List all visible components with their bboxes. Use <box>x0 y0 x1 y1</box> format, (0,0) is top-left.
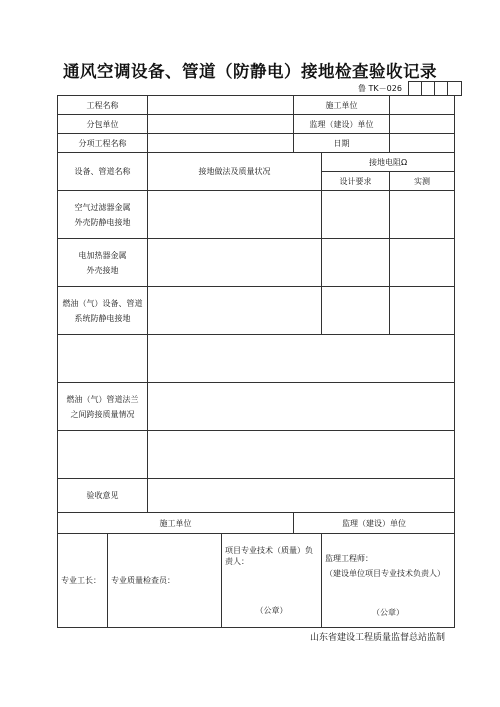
project-name-label: 工程名称 <box>58 96 148 115</box>
form-number-box[interactable] <box>448 82 461 95</box>
method-column-header: 接地做法及质量状况 <box>148 153 322 191</box>
date-label: 日期 <box>294 134 390 153</box>
inspector-signature-cell[interactable] <box>108 534 222 628</box>
form-number-boxes <box>408 81 462 96</box>
construction-seal-label: （公章） <box>255 606 288 615</box>
engineer-signature-cell[interactable] <box>322 534 455 628</box>
project-name-row <box>58 96 455 115</box>
item-method-field[interactable] <box>148 287 322 335</box>
form-number-box[interactable] <box>422 82 435 95</box>
tech-leader-label: 项目专业技术（质量）负责人： <box>225 546 313 566</box>
signature-construction-unit: 施工单位 <box>58 513 294 534</box>
item-name-cell <box>58 191 148 239</box>
form-code-area <box>358 81 462 95</box>
item-content-field[interactable] <box>148 383 455 431</box>
form-code: 鲁 TK－026 <box>358 83 402 93</box>
construction-unit-label: 施工单位 <box>294 96 390 115</box>
signature-supervision-unit: 监理（建设）单位 <box>294 513 455 534</box>
item-name-cell <box>58 383 148 431</box>
foreman-label: 专业工长： <box>61 576 101 585</box>
blank-name-cell[interactable] <box>58 431 148 479</box>
sub-project-name-label: 分项工程名称 <box>58 134 148 153</box>
foreman-signature-cell[interactable] <box>58 534 108 628</box>
blank-row <box>58 431 455 479</box>
item-measured-field[interactable] <box>390 287 455 335</box>
engineer-label: 监理工程师： <box>325 553 374 563</box>
subcontractor-row <box>58 115 455 134</box>
item-design-field[interactable] <box>322 239 390 287</box>
acceptance-opinion-field[interactable] <box>148 479 455 513</box>
item-design-field[interactable] <box>322 191 390 239</box>
item-name-line: 外壳接地 <box>86 265 119 275</box>
resistance-column-header: 接地电阻Ω <box>322 153 455 172</box>
blank-name-cell[interactable] <box>58 335 148 383</box>
form-number-box[interactable] <box>409 82 422 95</box>
item-name-cell <box>58 287 148 335</box>
construction-unit-field[interactable] <box>390 96 455 115</box>
signature-header-row <box>58 513 455 534</box>
item-name-line: 空气过滤器金属 <box>74 202 131 212</box>
item-measured-field[interactable] <box>390 191 455 239</box>
acceptance-opinion-label: 验收意见 <box>58 479 148 513</box>
item-name-line: 燃油（气）设备、管道 <box>62 298 143 308</box>
project-name-field[interactable] <box>148 96 294 115</box>
blank-row <box>58 335 455 383</box>
subcontractor-label: 分包单位 <box>58 115 148 134</box>
column-header-row-1 <box>58 153 455 172</box>
blank-content-field[interactable] <box>148 431 455 479</box>
signature-row <box>58 534 455 628</box>
supervision-seal-label: （公章） <box>372 607 405 617</box>
date-field[interactable] <box>390 134 455 153</box>
inspection-form-table <box>57 95 455 628</box>
item-method-field[interactable] <box>148 191 322 239</box>
item-design-field[interactable] <box>322 287 390 335</box>
item-name-line: 外壳防静电接地 <box>74 217 131 227</box>
inspector-label: 专业质量检查员： <box>111 576 175 585</box>
page-title: 通风空调设备、管道（防静电）接地检查验收记录 <box>63 62 437 81</box>
form-number-box[interactable] <box>435 82 448 95</box>
item-name-line: 燃油（气）管道法兰 <box>66 394 139 404</box>
item-row <box>58 191 455 239</box>
sub-project-name-field[interactable] <box>148 134 294 153</box>
item-name-cell <box>58 239 148 287</box>
item-name-line: 电加热器金属 <box>78 250 127 260</box>
supervision-unit-label: 监理（建设）单位 <box>294 115 390 134</box>
item-name-line: 之间跨接质量情况 <box>70 409 135 419</box>
tech-leader-signature-cell[interactable] <box>222 534 322 628</box>
equipment-column-header: 设备、管道名称 <box>58 153 148 191</box>
engineer-note: （建设单位项目专业技术负责人） <box>325 568 446 578</box>
issuer-footer: 山东省建设工程质量监督总站监制 <box>310 633 446 643</box>
blank-content-field[interactable] <box>148 335 455 383</box>
supervision-unit-field[interactable] <box>390 115 455 134</box>
measured-header: 实测 <box>390 172 455 191</box>
subcontractor-field[interactable] <box>148 115 294 134</box>
item-measured-field[interactable] <box>390 239 455 287</box>
acceptance-opinion-row <box>58 479 455 513</box>
item-name-line: 系统防静电接地 <box>74 313 131 323</box>
item-row <box>58 287 455 335</box>
sub-project-row <box>58 134 455 153</box>
item-row <box>58 239 455 287</box>
design-requirement-header: 设计要求 <box>322 172 390 191</box>
item-method-field[interactable] <box>148 239 322 287</box>
item-row <box>58 383 455 431</box>
